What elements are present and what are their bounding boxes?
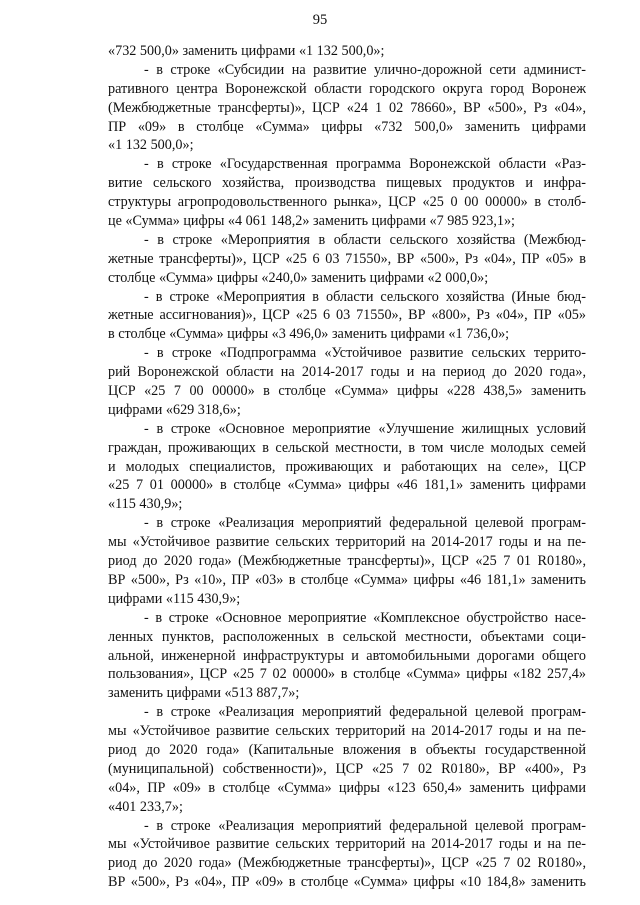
- text-line: «401 233,7»;: [108, 798, 183, 815]
- text-line: - в строке «Основное мероприятие «Улучшение жилищных условий: [144, 420, 586, 437]
- text-line: це «Сумма» цифры «4 061 148,2» заменить цифрами «7 985 923,1»;: [108, 213, 516, 230]
- text-line: (Межбюджетные трансферты)», ЦСР «24 1 02 78660», ВР «500», Рз «04»,: [108, 99, 586, 116]
- text-line: мы «Устойчивое развитие сельских территорий на 2014-2017 годы и на пе-: [108, 836, 586, 853]
- text-line: ВР «500», Рз «10», ПР «03» в столбце «Сумма» цифры «46 181,1» заменить: [108, 571, 586, 588]
- text-line: - в строке «Реализация мероприятий федеральной целевой програм-: [144, 515, 586, 532]
- text-line: жетные ассигнования)», ЦСР «25 6 03 71550», ВР «800», Рз «04», ПР «05»: [108, 307, 586, 324]
- document-body: [108, 42, 586, 892]
- text-line: цифрами «629 318,6»;: [108, 401, 241, 418]
- text-line: ВР «500», Рз «04», ПР «09» в столбце «Сумма» цифры «10 184,8» заменить: [108, 874, 586, 891]
- text-line: - в строке «Мероприятия в области сельского хозяйства (Межбюд-: [144, 231, 586, 248]
- text-line: в столбце «Сумма» цифры «3 496,0» заменить цифрами «1 736,0»;: [108, 326, 510, 343]
- text-line: пользования», ЦСР «25 7 02 00000» в столбце «Сумма» цифры «182 257,4»: [108, 666, 586, 683]
- text-line: ЦСР «25 7 00 00000» в столбце «Сумма» цифры «228 438,5» заменить: [108, 383, 586, 400]
- text-line: - в строке «Государственная программа Воронежской области «Раз-: [144, 156, 586, 173]
- text-line: (муниципальной) собственности)», ЦСР «25 7 02 R0180», ВР «400», Рз: [108, 760, 586, 777]
- text-line: структуры агропродовольственного рынка», ЦСР «25 0 00 00000» в столб-: [108, 194, 586, 211]
- text-line: - в строке «Реализация мероприятий федеральной целевой програм-: [144, 704, 586, 721]
- text-line: - в строке «Мероприятия в области сельского хозяйства (Иные бюд-: [144, 288, 586, 305]
- text-line: «732 500,0» заменить цифрами «1 132 500,0»;: [108, 43, 385, 59]
- text-line: риод до 2020 года» (Капитальные вложения в объекты государственной: [108, 741, 586, 758]
- text-line: витие сельского хозяйства, производства пищевых продуктов и инфра-: [108, 175, 586, 192]
- text-line: ПР «09» в столбце «Сумма» цифры «732 500,0» заменить цифрами: [108, 118, 586, 135]
- text-line: - в строке «Реализация мероприятий федеральной целевой програм-: [144, 817, 586, 834]
- text-line: рий Воронежской области на 2014-2017 годы и на период до 2020 года»,: [108, 364, 586, 381]
- text-line: ленных пунктов, расположенных в сельской местности, объектами соци-: [108, 628, 586, 645]
- text-line: риод до 2020 года» (Межбюджетные трансферты)», ЦСР «25 7 02 R0180»,: [108, 855, 586, 872]
- text-line: столбце «Сумма» цифры «240,0» заменить цифрами «2 000,0»;: [108, 269, 489, 286]
- text-line: - в строке «Основное мероприятие «Комплексное обустройство насе-: [144, 609, 586, 626]
- text-line: ративного центра Воронежской области городского округа город Воронеж: [108, 80, 586, 97]
- text-line: «04», ПР «09» в столбце «Сумма» цифры «123 650,4» заменить цифрами: [108, 779, 586, 796]
- text-line: мы «Устойчивое развитие сельских территорий на 2014-2017 годы и на пе-: [108, 534, 586, 551]
- text-line: граждан, проживающих в сельской местности, в том числе молодых семей: [108, 439, 586, 456]
- text-line: «25 7 01 00000» в столбце «Сумма» цифры «46 181,1» заменить цифрами: [108, 477, 586, 494]
- text-line: «1 132 500,0»;: [108, 137, 194, 154]
- text-line: заменить цифрами «513 887,7»;: [108, 685, 300, 702]
- text-line: риод до 2020 года» (Межбюджетные трансферты)», ЦСР «25 7 01 R0180»,: [108, 553, 586, 570]
- text-line: цифрами «115 430,9»;: [108, 590, 241, 607]
- text-line: - в строке «Субсидии на развитие улично-дорожной сети админист-: [144, 61, 586, 78]
- text-line: альной, инженерной инфраструктуры и автомобильными дорогами общего: [108, 647, 586, 664]
- text-line: «115 430,9»;: [108, 496, 183, 513]
- text-line: мы «Устойчивое развитие сельских территорий на 2014-2017 годы и на пе-: [108, 723, 586, 740]
- text-line: жетные трансферты)», ЦСР «25 6 03 71550», ВР «500», Рз «04», ПР «05» в: [108, 250, 586, 267]
- page-number: 95: [312, 12, 328, 28]
- text-line: - в строке «Подпрограмма «Устойчивое развитие сельских террито-: [144, 345, 586, 362]
- text-line: и молодых специалистов, проживающих и работающих на селе», ЦСР: [108, 458, 586, 475]
